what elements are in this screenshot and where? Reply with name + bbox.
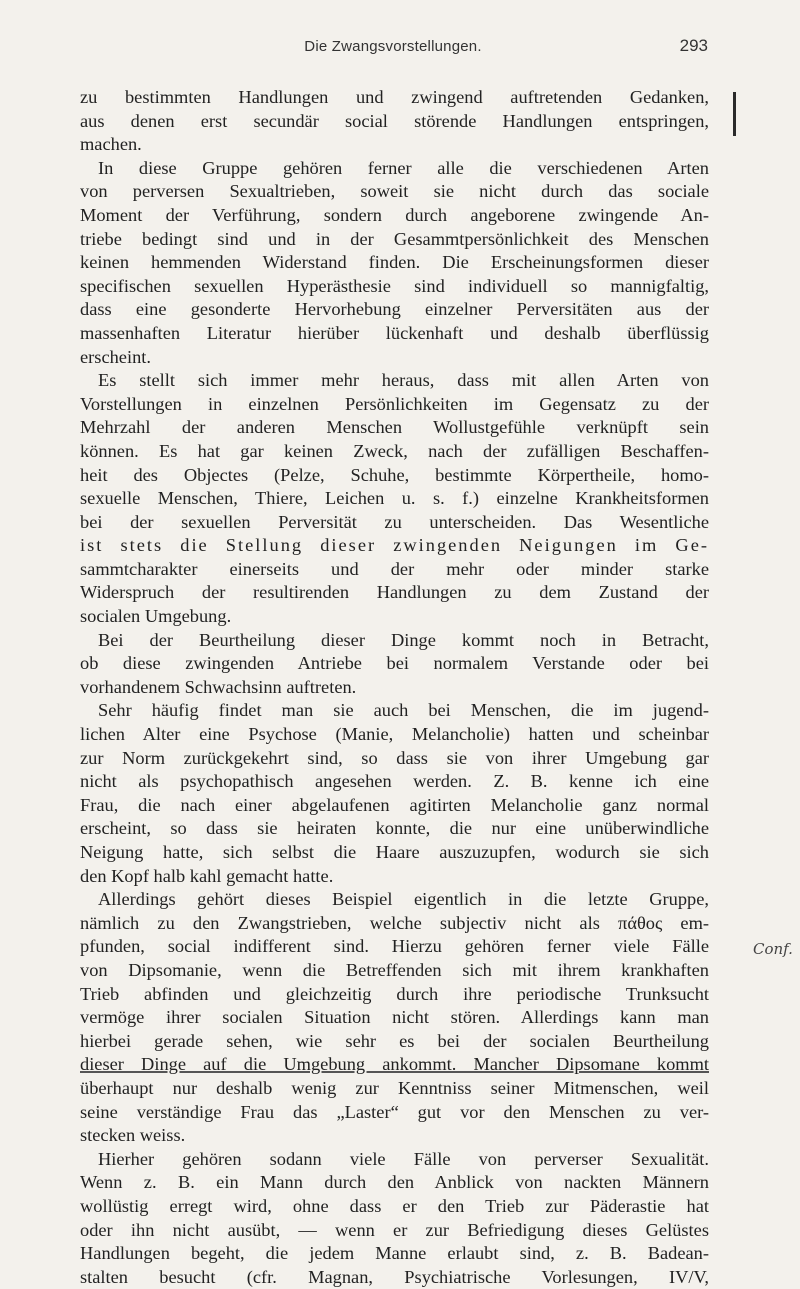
text-line: keinen hemmenden Widerstand finden. Die Erscheinungsformen dieser (80, 252, 709, 273)
text-line: Vorstellungen in einzelnen Persönlichkeiten im Gegensatz zu der (80, 393, 709, 414)
text-line: oder ihn nicht ausübt, — wenn er zur Befriedigung dieses Gelüstes (80, 1219, 709, 1240)
text-line: Mehrzahl der anderen Menschen Wollustgefühle verknüpft sein (80, 417, 709, 438)
text-line: hierbei gerade sehen, wie sehr es bei der socialen Beurtheilung (80, 1030, 709, 1051)
text-line: machen. (80, 134, 142, 155)
text-line: bei der sexuellen Perversität zu unterscheiden. Das Wesentliche (80, 511, 709, 532)
text-line: Moment der Verführung, sondern durch angeborene zwingende An- (80, 204, 709, 225)
text-line: können. Es hat gar keinen Zweck, nach der zufälligen Beschaffen- (80, 440, 709, 461)
text-line: wollüstig erregt wird, ohne dass er den Trieb zur Päderastie hat (80, 1195, 709, 1216)
text-line: nämlich zu den Zwangstrieben, welche subjectiv nicht als πάθος em- (80, 912, 709, 933)
text-line: erscheint. (80, 346, 151, 367)
text-line: massenhaften Literatur hierüber lückenhaft und deshalb überflüssig (80, 322, 709, 343)
text-line: Trieb abfinden und gleichzeitig durch ihre periodische Trunksucht (80, 983, 709, 1004)
margin-mark (733, 92, 736, 136)
text-line: sexuelle Menschen, Thiere, Leichen u. s. f.) einzelne Krankheitsformen (80, 488, 709, 509)
text-line: dieser Dinge auf die Umgebung ankommt. Mancher Dipsomane kommt (80, 1054, 709, 1075)
text-line: dass eine gesonderte Hervorhebung einzelner Perversitäten aus der (80, 299, 709, 320)
text-line: stecken weiss. (80, 1125, 186, 1146)
text-line: specifischen sexuellen Hyperästhesie sind individuell so mannigfaltig, (80, 275, 709, 296)
text-line: Es stellt sich immer mehr heraus, dass mit allen Arten von (98, 370, 709, 391)
text-line: von perversen Sexualtrieben, soweit sie nicht durch das sociale (80, 181, 709, 202)
text-line: triebe bedingt sind und in der Gesammtpersönlichkeit des Menschen (80, 228, 709, 249)
text-line: ist stets die Stellung dieser zwingenden Neigungen im Ge- (80, 535, 709, 556)
running-header: Die Zwangsvorstellungen. (304, 38, 482, 55)
text-line: Wenn z. B. ein Mann durch den Anblick von nackten Männern (80, 1172, 709, 1193)
text-line: Handlungen begeht, die jedem Manne erlaubt sind, z. B. Badean- (80, 1243, 709, 1264)
page-number: 293 (679, 36, 708, 55)
text-line: Frau, die nach einer abgelaufenen agitirten Melancholie ganz normal (80, 794, 709, 815)
text-line: den Kopf halb kahl gemacht hatte. (80, 865, 334, 886)
text-line: zur Norm zurückgekehrt sind, so dass sie von ihrer Umgebung gar (80, 747, 709, 768)
text-line: erscheint, so dass sie heiraten konnte, die nur eine unüberwindliche (80, 818, 709, 839)
text-line: Neigung hatte, sich selbst die Haare auszuzupfen, wodurch sie sich (80, 842, 709, 862)
text-line: überhaupt nur deshalb wenig zur Kenntniss seiner Mitmenschen, weil (80, 1077, 709, 1098)
text-line: Allerdings gehört dieses Beispiel eigentlich in die letzte Gruppe, (98, 889, 709, 910)
text-line: sammtcharakter einerseits und der mehr oder minder starke (80, 558, 709, 579)
text-line: vorhandenem Schwachsinn auftreten. (80, 676, 357, 697)
text-line: nicht als psychopathisch angesehen werden. Z. B. kenne ich eine (80, 771, 709, 792)
text-line: pfunden, social indifferent sind. Hierzu gehören ferner viele Fälle (80, 936, 709, 957)
text-line: lichen Alter eine Psychose (Manie, Melancholie) hatten und scheinbar (80, 724, 709, 745)
text-line: Hierher gehören sodann viele Fälle von perverser Sexualität. (98, 1148, 709, 1169)
margin-annotation: Conf. (753, 940, 793, 958)
text-line: seine verständige Frau das „Laster“ gut vor den Menschen zu ver- (80, 1101, 709, 1122)
text-line: heit des Objectes (Pelze, Schuhe, bestimmte Körpertheile, homo- (80, 464, 709, 485)
text-line: von Dipsomanie, wenn die Betreffenden sich mit ihrem krankhaften (80, 959, 709, 980)
text-line: zu bestimmten Handlungen und zwingend auftretenden Gedanken, (80, 87, 709, 107)
text-line: Sehr häufig findet man sie auch bei Menschen, die im jugend- (98, 700, 709, 721)
text-line: Bei der Beurtheilung dieser Dinge kommt noch in Betracht, (98, 629, 709, 650)
text-line: stalten besucht (cfr. Magnan, Psychiatrische Vorlesungen, IV/V, (80, 1266, 709, 1287)
text-line: socialen Umgebung. (80, 606, 232, 627)
text-line: In diese Gruppe gehören ferner alle die verschiedenen Arten (98, 157, 709, 178)
body-text (80, 86, 709, 1289)
text-line: vermöge ihrer socialen Situation nicht stören. Allerdings kann man (80, 1007, 709, 1028)
text-line: Widerspruch der resultirenden Handlungen zu dem Zustand der (80, 582, 709, 603)
text-line: ob diese zwingenden Antriebe bei normalem Verstande oder bei (80, 653, 709, 674)
text-line: aus denen erst secundär social störende Handlungen entspringen, (80, 110, 709, 131)
